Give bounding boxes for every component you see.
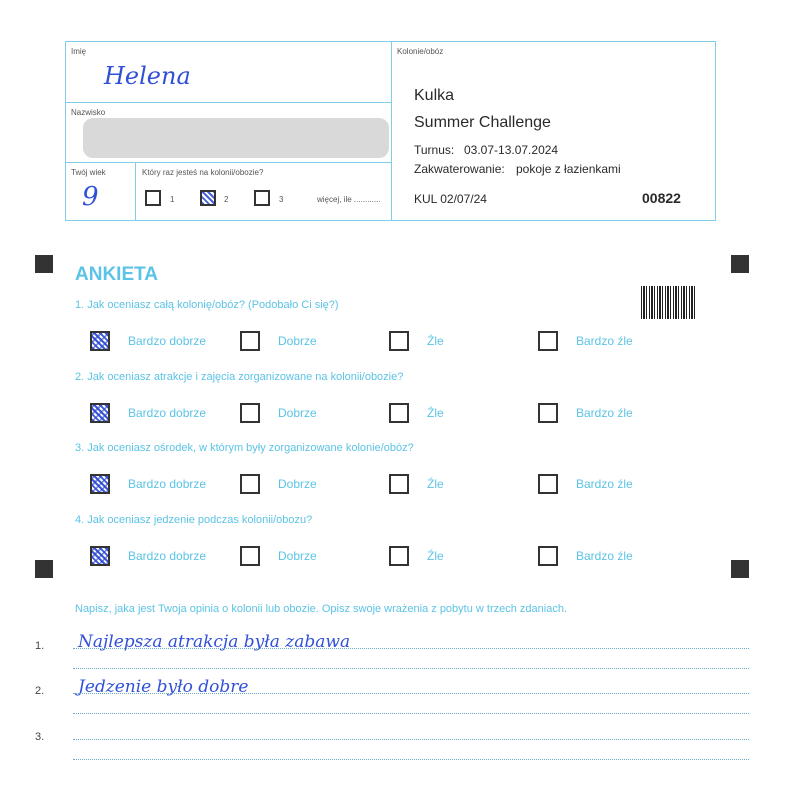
question-1-option-1-checkbox[interactable]	[90, 331, 110, 351]
question-1-option-3-label: Źle	[427, 334, 444, 348]
survey-title: ANKIETA	[75, 264, 159, 285]
question-1-option-4-label: Bardzo źle	[576, 334, 633, 348]
opinion-dotted-line	[73, 693, 749, 694]
question-2-option-3-checkbox[interactable]	[389, 403, 409, 423]
registration-mark-top-left	[35, 255, 53, 273]
opinion-dotted-line	[73, 713, 749, 714]
question-3-option-3-checkbox[interactable]	[389, 474, 409, 494]
question-2-option-2-label: Dobrze	[278, 406, 317, 420]
barcode	[641, 286, 696, 319]
zakwaterowanie-label: Zakwaterowanie:	[414, 162, 505, 176]
question-2-text: 2. Jak oceniasz atrakcje i zajęcia zorganizowane na kolonii/obozie?	[75, 371, 404, 383]
opinion-answer-1[interactable]: Najlepsza atrakcja była zabawa	[78, 632, 351, 652]
question-1-option-2-label: Dobrze	[278, 334, 317, 348]
opinion-line-number-2: 2.	[35, 685, 45, 697]
question-4-option-2-label: Dobrze	[278, 549, 317, 563]
kolonie-label: Kolonie/obóz	[397, 47, 444, 56]
question-3-option-4-label: Bardzo źle	[576, 477, 633, 491]
ktory-raz-label: Który raz jesteś na kolonii/obozie?	[142, 168, 264, 177]
nazwisko-label: Nazwisko	[71, 108, 106, 117]
imie-label: Imię	[71, 47, 87, 56]
ktory-raz-option-2: 2	[224, 195, 229, 204]
ktory-raz-checkbox-2[interactable]	[200, 190, 216, 206]
question-4-option-3-checkbox[interactable]	[389, 546, 409, 566]
zakwaterowanie-value: pokoje z łazienkami	[516, 162, 621, 176]
registration-mark-bottom-right	[731, 560, 749, 578]
ktory-raz-checkbox-1[interactable]	[145, 190, 161, 206]
nazwisko-redacted	[83, 118, 389, 158]
question-2-option-2-checkbox[interactable]	[240, 403, 260, 423]
question-2-option-4-checkbox[interactable]	[538, 403, 558, 423]
question-1-option-3-checkbox[interactable]	[389, 331, 409, 351]
question-3-option-2-label: Dobrze	[278, 477, 317, 491]
question-3-option-2-checkbox[interactable]	[240, 474, 260, 494]
registration-mark-bottom-left	[35, 560, 53, 578]
question-4-option-4-label: Bardzo źle	[576, 549, 633, 563]
question-4-option-3-label: Źle	[427, 549, 444, 563]
question-1-option-2-checkbox[interactable]	[240, 331, 260, 351]
wiek-value[interactable]: 9	[82, 182, 99, 212]
question-2-option-3-label: Źle	[427, 406, 444, 420]
question-1-option-1-label: Bardzo dobrze	[128, 334, 207, 348]
opinion-dotted-line	[73, 739, 749, 740]
question-2-option-1-label: Bardzo dobrze	[128, 406, 207, 420]
question-4-text: 4. Jak oceniasz jedzenie podczas kolonii/obozu?	[75, 514, 313, 526]
wiecej-label: więcej, ile ............	[317, 195, 381, 204]
opinion-answer-2[interactable]: Jedzenie było dobre	[78, 677, 249, 697]
question-2-option-1-checkbox[interactable]	[90, 403, 110, 423]
question-4-option-1-label: Bardzo dobrze	[128, 549, 207, 563]
ktory-raz-option-3: 3	[279, 195, 284, 204]
wiek-label: Twój wiek	[71, 168, 106, 177]
turnus-label: Turnus:	[414, 143, 455, 157]
question-3-option-1-label: Bardzo dobrze	[128, 477, 207, 491]
opinion-line-number-3: 3.	[35, 731, 45, 743]
opinion-dotted-line	[73, 759, 749, 760]
question-2-option-4-label: Bardzo źle	[576, 406, 633, 420]
question-1-option-4-checkbox[interactable]	[538, 331, 558, 351]
registration-mark-top-right	[731, 255, 749, 273]
opinion-dotted-line	[73, 648, 749, 649]
kul-code: KUL 02/07/24	[414, 192, 487, 206]
form-number: 00822	[642, 190, 681, 206]
question-3-option-4-checkbox[interactable]	[538, 474, 558, 494]
question-4-option-2-checkbox[interactable]	[240, 546, 260, 566]
turnus-value: 03.07-13.07.2024	[464, 143, 559, 157]
opinion-dotted-line	[73, 668, 749, 669]
opinion-line-number-1: 1.	[35, 640, 45, 652]
question-1-text: 1. Jak oceniasz całą kolonię/obóz? (Podobało Ci się?)	[75, 299, 339, 311]
ktory-raz-option-1: 1	[170, 195, 175, 204]
question-3-option-1-checkbox[interactable]	[90, 474, 110, 494]
camp-title: Summer Challenge	[414, 114, 551, 131]
question-3-option-3-label: Źle	[427, 477, 444, 491]
question-4-option-4-checkbox[interactable]	[538, 546, 558, 566]
imie-value[interactable]: Helena	[104, 62, 191, 90]
question-4-option-1-checkbox[interactable]	[90, 546, 110, 566]
ktory-raz-checkbox-3[interactable]	[254, 190, 270, 206]
opinion-prompt: Napisz, jaka jest Twoja opinia o kolonii lub obozie. Opisz swoje wrażenia z pobytu w trzech zdaniach.	[75, 603, 567, 615]
question-3-text: 3. Jak oceniasz ośrodek, w którym były zorganizowane kolonie/obóz?	[75, 442, 414, 454]
camp-name: Kulka	[414, 87, 455, 104]
